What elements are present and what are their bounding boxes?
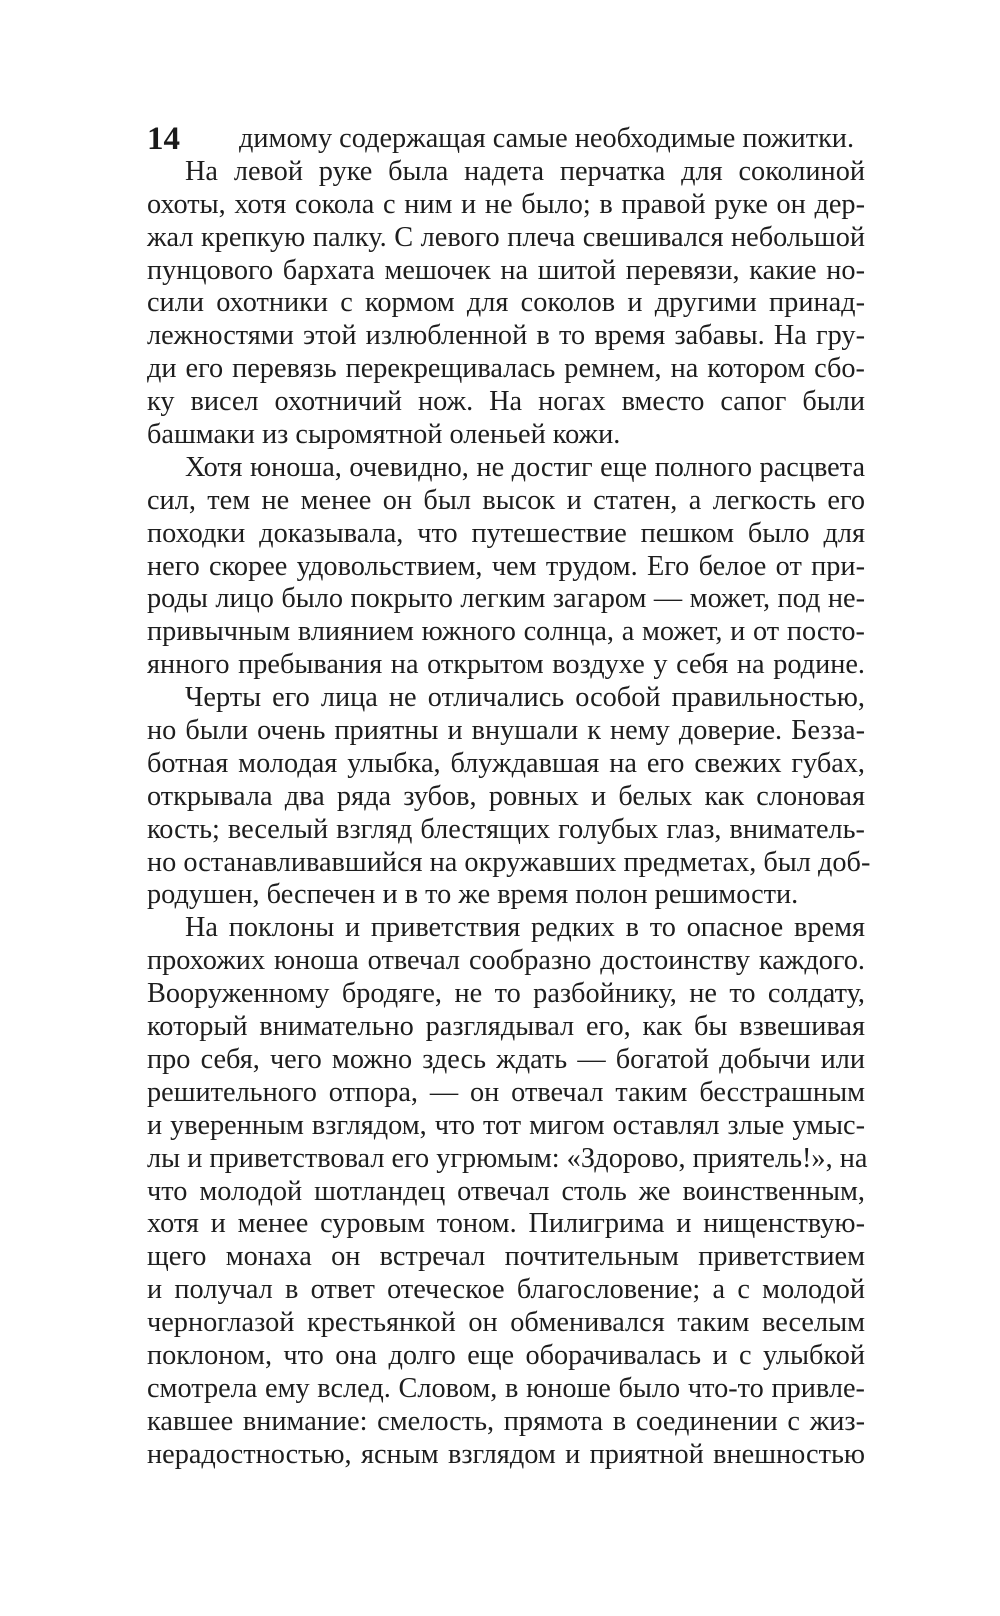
text-line: димому содержащая самые необходимые пожитки. <box>239 123 855 154</box>
text-line: и получал в ответ отеческое благословение; а с молодой <box>147 1274 865 1306</box>
text-line: прохожих юноша отвечал сообразно достоинству каждого. <box>147 945 865 977</box>
text-line: и уверенным взглядом, что тот мигом оставлял злые умыс- <box>147 1109 865 1141</box>
text-line: Черты его лица не отличались особой правильностью, <box>185 682 865 714</box>
text-line: привычным влиянием южного солнца, а может, и от посто- <box>147 616 865 648</box>
text-line: жал крепкую палку. С левого плеча свешивался небольшой <box>147 221 865 253</box>
text-line: который внимательно разглядывал его, как бы взвешивая <box>147 1011 865 1043</box>
text-line: Хотя юноша, очевидно, не достиг еще полного расцвета <box>185 451 865 483</box>
text-line: но были очень приятны и внушали к нему доверие. Безза- <box>147 715 865 747</box>
text-line: Вооруженному бродяге, не то разбойнику, не то солдату, <box>147 978 865 1010</box>
text-line: лы и приветствовал его угрюмым: «Здорово, приятель!», на <box>147 1142 868 1174</box>
body-text <box>147 123 871 1472</box>
text-line: ди его перевязь перекрещивалась ремнем, на котором сбо- <box>147 353 865 385</box>
page-number: 14 <box>147 121 180 157</box>
text-line: него скорее удовольствием, чем трудом. Его белое от при- <box>147 550 865 582</box>
text-line: родушен, беспечен и в то же время полон решимости. <box>147 879 799 911</box>
text-line: ботная молодая улыбка, блуждавшая на его свежих губах, <box>147 747 865 779</box>
text-line: кость; веселый взгляд блестящих голубых глаз, внимaтель- <box>147 813 865 845</box>
text-line: На левой руке была надета перчатка для соколиной <box>185 155 865 187</box>
text-line: нерадостностью, ясным взглядом и приятной внешностью <box>147 1438 865 1470</box>
text-line: хотя и менее суровым тоном. Пилигрима и нищенствую- <box>147 1208 865 1240</box>
text-line: пунцового бархата мешочек на шитой перевязи, какие но- <box>147 254 865 286</box>
text-line: янного пребывания на открытом воздухе у себя на родине. <box>147 649 865 681</box>
text-line: решительного отпора, — он отвечал таким бесстрашным <box>147 1076 865 1108</box>
text-line: открывала два ряда зубов, ровных и белых как слоновая <box>147 780 865 812</box>
text-line: ку висел охотничий нож. На ногах вместо сапог были <box>147 386 865 418</box>
text-line: но останавливавшийся на окружавших предметах, был доб- <box>147 846 871 878</box>
text-line: сил, тем не менее он был высок и статен, а легкость его <box>147 484 865 516</box>
text-line: охоты, хотя сокола с ним и не было; в правой руке он дер- <box>147 188 865 220</box>
text-line: кавшее внимание: смелость, прямота в соединении с жиз- <box>147 1405 865 1437</box>
text-line: походки доказывала, что путешествие пешком было для <box>147 517 865 549</box>
text-line: смотрела ему вслед. Словом, в юноше было что-то привле- <box>147 1372 865 1404</box>
text-line: сили охотники с кормом для соколов и другими принад- <box>147 287 865 319</box>
text-line: щего монаха он встречал почтительным приветствием <box>147 1241 865 1273</box>
text-line: про себя, чего можно здесь ждать — богатой добычи или <box>147 1043 865 1075</box>
text-line: черноглазой крестьянкой он обменивался таким веселым <box>147 1307 865 1339</box>
text-line: роды лицо было покрыто легким загаром — может, под не- <box>147 583 865 615</box>
text-line: башмаки из сыромятной оленьей кожи. <box>147 419 621 451</box>
text-line: что молодой шотландец отвечал столь же воинственным, <box>147 1175 865 1207</box>
text-line: На поклоны и приветствия редких в то опасное время <box>185 912 865 944</box>
text-line: лежностями этой излюбленной в то время забавы. На гру- <box>147 320 865 352</box>
text-line: поклоном, что она долго еще оборачивалась и с улыбкой <box>147 1339 865 1371</box>
